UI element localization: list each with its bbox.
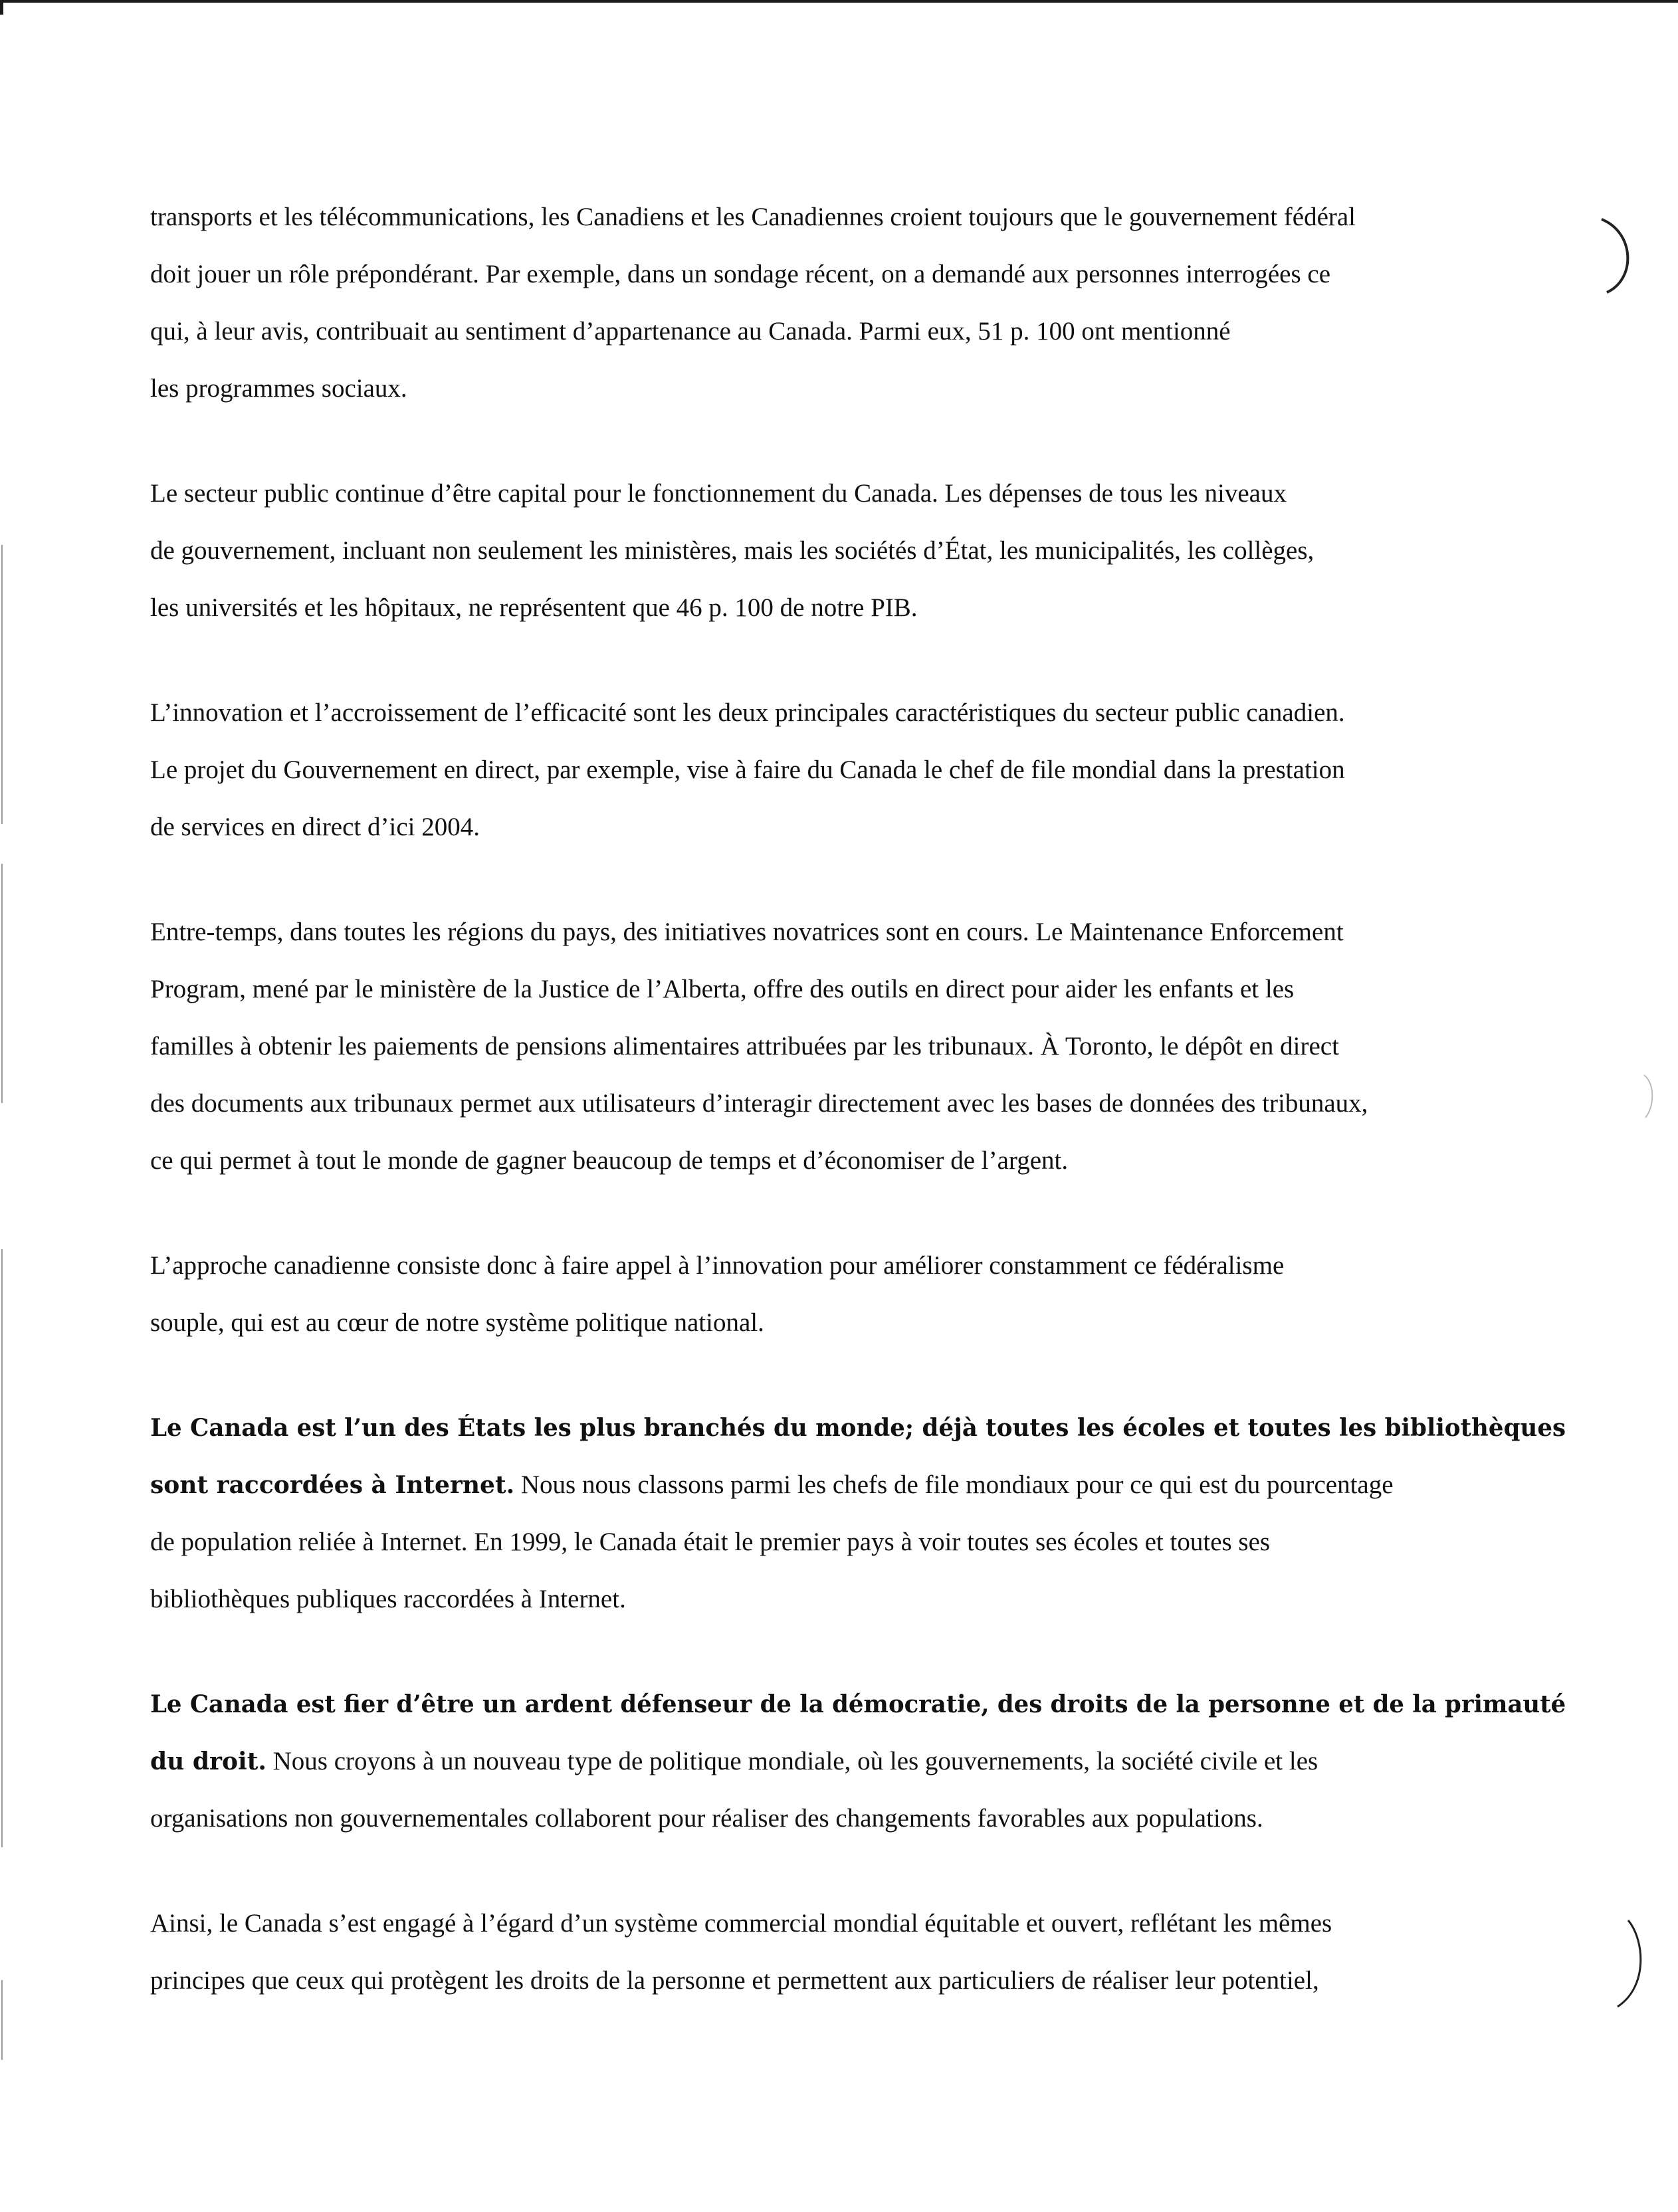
paragraph [150,1895,1566,2009]
text-line [150,465,1566,522]
bold-lead-text: Le Canada est l’un des États les plus branchés du monde; déjà toutes les écoles et toutes les bibliothèques [150,1414,1566,1442]
text-line [150,1514,1566,1571]
text-line [150,1075,1566,1132]
text-line [150,799,1566,856]
paragraph [150,1237,1566,1352]
text-line [150,1895,1566,1952]
text-line [150,1237,1566,1294]
body-text: L’approche canadienne consiste donc à faire appel à l’innovation pour améliorer constamment ce fédéralisme [150,1251,1285,1280]
body-text: de population reliée à Internet. En 1999, le Canada était le premier pays à voir toutes ses écoles et toutes ses [150,1528,1271,1556]
text-line [150,360,1566,417]
body-text: de gouvernement, incluant non seulement les ministères, mais les sociétés d’État, les municipalités, les collèges, [150,536,1314,565]
body-text: doit jouer un rôle prépondérant. Par exemple, dans un sondage récent, on a demandé aux personnes interrogées ce [150,260,1331,288]
text-line [150,1457,1566,1514]
margin-bracket-mark [1608,1914,1655,2013]
text-line [150,684,1566,742]
body-text: des documents aux tribunaux permet aux utilisateurs d’interagir directement avec les bases de données des tribunaux, [150,1089,1368,1118]
paragraph [150,904,1566,1189]
text-line [150,246,1566,303]
body-text: principes que ceux qui protègent les droits de la personne et permettent aux particuliers de réaliser leur potentiel, [150,1966,1319,1995]
bold-lead-text: Le Canada est fier d’être un ardent défenseur de la démocratie, des droits de la personne et de la primauté [150,1690,1566,1718]
bold-lead-text: sont raccordées à Internet. [150,1471,515,1499]
body-text: Le secteur public continue d’être capital pour le fonctionnement du Canada. Les dépenses de tous les niveaux [150,479,1287,508]
body-text: Nous nous classons parmi les chefs de file mondiaux pour ce qui est du pourcentage [514,1470,1394,1499]
body-text: les universités et les hôpitaux, ne représentent que 46 p. 100 de notre PIB. [150,593,918,622]
body-text: Le projet du Gouvernement en direct, par exemple, vise à faire du Canada le chef de file mondial dans la prestation [150,755,1345,784]
body-text: bibliothèques publiques raccordées à Internet. [150,1585,626,1613]
paragraph [150,465,1566,637]
scan-left-edge-mark [1,1249,3,1847]
body-text: de services en direct d’ici 2004. [150,813,480,841]
paragraph [150,1399,1566,1628]
body-text: L’innovation et l’accroissement de l’efficacité sont les deux principales caractéristiques du secteur public canadien. [150,698,1345,727]
paragraph [150,189,1566,417]
scan-left-edge-mark [1,1980,3,2060]
paragraph [150,1676,1566,1847]
text-line [150,1790,1566,1847]
text-line [150,1294,1566,1352]
text-line [150,904,1566,961]
body-text: Entre-temps, dans toutes les régions du pays, des initiatives novatrices sont en cours. Le Maintenance Enforcement [150,918,1344,946]
text-line [150,742,1566,799]
scan-corner-mark [0,0,3,15]
body-text: ce qui permet à tout le monde de gagner beaucoup de temps et d’économiser de l’argent. [150,1146,1069,1175]
text-line [150,303,1566,360]
body-text: Ainsi, le Canada s’est engagé à l’égard d’un système commercial mondial équitable et ouvert, reflétant les mêmes [150,1909,1332,1938]
text-line [150,579,1566,637]
scan-left-edge-mark [1,545,3,824]
body-text: les programmes sociaux. [150,374,407,403]
body-text: souple, qui est au cœur de notre système politique national. [150,1308,764,1337]
body-text: qui, à leur avis, contribuait au sentiment d’appartenance au Canada. Parmi eux, 51 p. 100 ont mentionné [150,317,1231,346]
text-line [150,1132,1566,1189]
text-line [150,1733,1566,1790]
margin-bracket-mark [1595,213,1641,299]
text-line [150,1676,1566,1733]
text-line [150,961,1566,1018]
body-text: familles à obtenir les paiements de pensions alimentaires attribuées par les tribunaux. À Toronto, le dépôt en direct [150,1032,1339,1060]
text-line [150,1018,1566,1075]
text-line [150,1399,1566,1457]
text-line [150,189,1566,246]
body-text: Program, mené par le ministère de la Justice de l’Alberta, offre des outils en direct pour aider les enfants et les [150,975,1295,1003]
body-text: transports et les télécommunications, les Canadiens et les Canadiennes croient toujours que le gouvernement fédéral [150,203,1356,231]
scan-left-edge-mark [1,864,3,1103]
text-line [150,1571,1566,1628]
paragraph [150,684,1566,856]
body-text: organisations non gouvernementales collaborent pour réaliser des changements favorables aux populations. [150,1804,1263,1833]
bold-lead-text: du droit. [150,1748,266,1775]
text-line [150,522,1566,579]
body-text: Nous croyons à un nouveau type de politique mondiale, où les gouvernements, la société civile et les [266,1747,1318,1775]
text-line [150,1952,1566,2009]
scan-top-border [0,0,1678,3]
document-body [150,189,1566,2057]
margin-faint-mark [1640,1070,1660,1123]
